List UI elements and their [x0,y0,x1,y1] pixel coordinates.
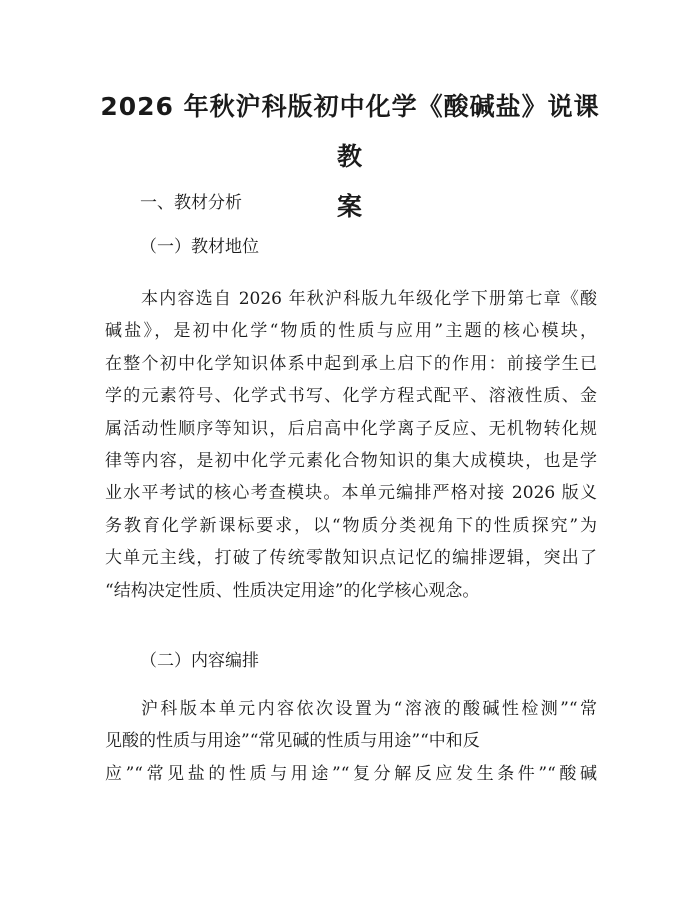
title-line-2: 案 [336,192,363,221]
paragraph-line: 律等内容，是初中化学元素化合物知识的集大成模块，也是学 [105,450,597,471]
title-line-1: 2026 年秋沪科版初中化学《酸碱盐》说课教 [100,92,600,171]
paragraph-line: “结构决定性质、性质决定用途”的化学核心观念。 [105,580,480,601]
paragraph-content-arrangement [105,693,597,790]
paragraph-line: 大单元主线，打破了传统零散知识点记忆的编排逻辑，突出了 [105,548,597,569]
subsection-heading-content-arrangement: （二）内容编排 [140,651,259,671]
paragraph-line: 本内容选自 2026 年秋沪科版九年级化学下册第七章《酸 [141,289,597,309]
paragraph-line: 沪科版本单元内容依次设置为“溶液的酸碱性检测”“常 [141,699,597,719]
paragraph-line: 务教育化学新课标要求，以“物质分类视角下的性质探究”为 [105,515,597,536]
paragraph-line: 应”“常见盐的性质与用途”“复分解反应发生条件”“酸碱 [105,763,597,784]
paragraph-line: 属活动性顺序等知识，后启高中化学离子反应、无机物转化规 [105,418,597,439]
section-heading-textbook-analysis: 一、教材分析 [140,193,242,213]
paragraph-line: 学的元素符号、化学式书写、化学方程式配平、溶液性质、金 [105,386,597,407]
paragraph-line: 业水平考试的核心考查模块。本单元编排严格对接 2026 版义 [105,483,597,504]
paragraph-line: 碱盐》，是初中化学“物质的性质与应用”主题的核心模块， [105,321,597,342]
paragraph-line: 见酸的性质与用途”“常见碱的性质与用途”“中和反 [105,731,480,752]
subsection-heading-textbook-position: （一）教材地位 [140,237,259,257]
paragraph-textbook-position [105,283,597,607]
paragraph-line: 在整个初中化学知识体系中起到承上启下的作用：前接学生已 [105,353,597,374]
